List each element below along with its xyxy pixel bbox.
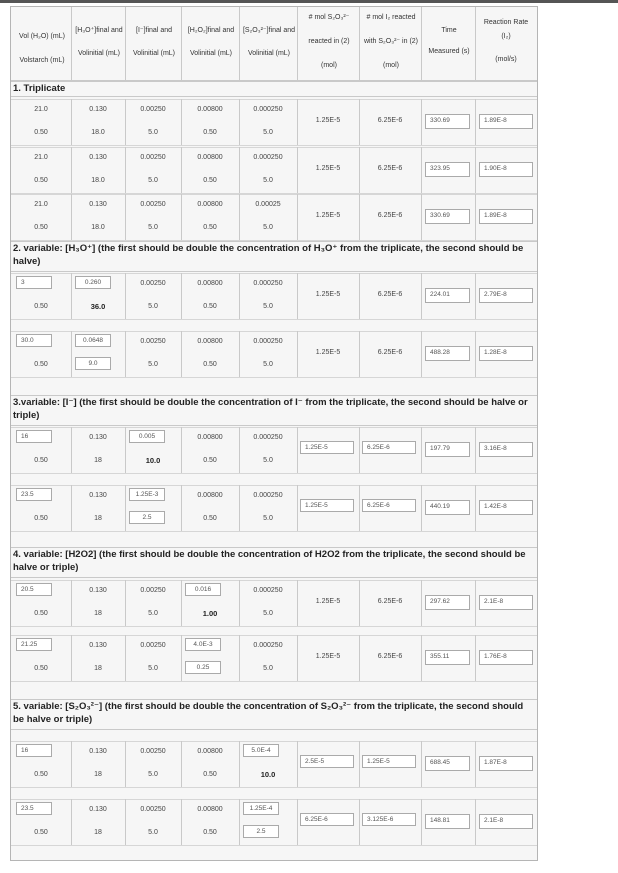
time-measured-input[interactable]: 148.81	[425, 814, 470, 829]
row-column-divider	[297, 485, 298, 531]
cell-c4-bottom: 0.50	[203, 224, 217, 231]
cell-c3-top: 0.00250	[140, 106, 166, 113]
cell-c5-top: 0.000250	[253, 642, 283, 649]
cell-c2-top: 0.130	[89, 434, 107, 441]
cell-c3-bottom-input[interactable]: 2.5	[129, 511, 165, 524]
row-column-divider	[421, 485, 422, 531]
cell-c3-bottom: 5.0	[148, 829, 158, 836]
cell-c4-top: 0.00800	[197, 280, 223, 287]
cell-c3-top: 0.00250	[140, 338, 166, 345]
row-column-divider	[475, 147, 476, 193]
cell-c1-top: 21.0	[34, 201, 48, 208]
section-title-1: 1. Triplicate	[13, 83, 66, 94]
cell-c6: 1.25E-5	[315, 291, 341, 298]
row-column-divider	[475, 99, 476, 145]
row-column-divider	[421, 580, 422, 626]
cell-c3-bottom: 5.0	[148, 303, 158, 310]
cell-c6: 1.25E-5	[315, 349, 341, 356]
header-time-measured: Measured (s)	[428, 48, 470, 55]
cell-c6: 1.25E-5	[315, 117, 341, 124]
cell-c2-top: 0.130	[89, 748, 107, 755]
row-top-divider	[11, 427, 537, 428]
row-bottom-divider	[11, 787, 537, 788]
cell-c3-top: 0.00250	[140, 806, 166, 813]
cell-c4-top: 0.00800	[197, 748, 223, 755]
cell-c7: 6.25E-6	[377, 212, 403, 219]
reaction-rate-input[interactable]: 1.42E-8	[479, 500, 533, 515]
cell-c2-bottom: 18.0	[91, 177, 105, 184]
cell-c6: 1.25E-5	[315, 653, 341, 660]
cell-c3-bottom: 5.0	[148, 177, 158, 184]
section-title-divider	[11, 729, 537, 730]
row-column-divider	[421, 331, 422, 377]
cell-c1-bottom: 0.50	[34, 224, 48, 231]
window-top-bar	[0, 0, 618, 3]
header-thiosulfate-final: [S₂O₃²⁻]final and	[242, 27, 296, 34]
cell-c4-bottom: 0.50	[203, 361, 217, 368]
cell-c6-input[interactable]: 2.5E-5	[300, 755, 354, 768]
data-sheet	[10, 6, 538, 861]
cell-c3-top: 0.00250	[140, 154, 166, 161]
row-column-divider	[421, 99, 422, 145]
cell-c1-top-input[interactable]: 23.5	[16, 802, 52, 815]
cell-c7-input[interactable]: 6.25E-6	[362, 499, 416, 512]
cell-c4-bottom: 0.50	[203, 129, 217, 136]
row-column-divider	[421, 635, 422, 681]
header-iodide-vol: Volinitial (mL)	[132, 50, 175, 57]
cell-c7-input[interactable]: 1.25E-5	[362, 755, 416, 768]
row-bottom-divider	[11, 531, 537, 532]
cell-c3-bottom: 5.0	[148, 665, 158, 672]
header-column-divider	[297, 7, 298, 80]
row-column-divider	[359, 741, 360, 787]
cell-c6: 1.25E-5	[315, 598, 341, 605]
row-bottom-divider	[11, 845, 537, 846]
cell-c1-bottom: 0.50	[34, 457, 48, 464]
cell-c2-bottom: 36.0	[90, 302, 106, 311]
section-title-divider	[11, 577, 537, 578]
cell-c2-top-input[interactable]: 0.0648	[75, 334, 111, 347]
cell-c3-top: 0.00250	[140, 642, 166, 649]
reaction-rate-input[interactable]: 3.16E-8	[479, 442, 533, 457]
header-vol-starch: Volstarch (mL)	[19, 57, 65, 64]
cell-c6-input[interactable]: 1.25E-5	[300, 441, 354, 454]
reaction-rate-input[interactable]: 2.1E-8	[479, 814, 533, 829]
cell-c5-top-input[interactable]: 5.0E-4	[243, 744, 279, 757]
cell-c5-bottom-input[interactable]: 2.5	[243, 825, 279, 838]
cell-c4-bottom: 1.00	[202, 609, 218, 618]
cell-c5-top: 0.000250	[253, 492, 283, 499]
cell-c2-bottom: 18	[94, 515, 102, 522]
cell-c5-top: 0.000250	[253, 587, 283, 594]
row-top-divider	[11, 635, 537, 636]
section-title-3: 3.variable: [I⁻] (the first should be double the concentration of I⁻ from the triplicate, the second should be halve or triple)	[13, 397, 528, 421]
header-column-divider	[71, 7, 72, 80]
row-bottom-divider	[11, 681, 537, 682]
cell-c5-top: 0.000250	[253, 434, 283, 441]
cell-c1-bottom: 0.50	[34, 515, 48, 522]
cell-c3-top: 0.00250	[140, 748, 166, 755]
cell-c3-top-input[interactable]: 1.25E-3	[129, 488, 165, 501]
header-mol-iodine-unit: (mol)	[383, 62, 399, 69]
header-vol-water: Vol (H₂O) (mL)	[19, 33, 65, 40]
cell-c2-top: 0.130	[89, 154, 107, 161]
reaction-rate-input[interactable]: 1.76E-8	[479, 650, 533, 665]
row-column-divider	[239, 741, 240, 787]
cell-c4-top: 0.00800	[197, 154, 223, 161]
reaction-rate-input[interactable]: 2.1E-8	[479, 595, 533, 610]
header-h2o2-final: [H₂O₂]final and	[187, 27, 235, 34]
cell-c4-bottom: 0.50	[203, 771, 217, 778]
cell-c1-bottom: 0.50	[34, 771, 48, 778]
row-column-divider	[475, 273, 476, 319]
cell-c5-bottom: 5.0	[263, 457, 273, 464]
row-top-divider	[11, 485, 537, 486]
cell-c3-bottom: 5.0	[148, 129, 158, 136]
row-column-divider	[475, 194, 476, 240]
row-column-divider	[71, 273, 72, 319]
cell-c2-top: 0.130	[89, 806, 107, 813]
time-measured-input[interactable]: 297.62	[425, 595, 470, 610]
row-bottom-divider	[11, 377, 537, 378]
cell-c3-bottom: 5.0	[148, 771, 158, 778]
cell-c4-top-input[interactable]: 0.016	[185, 583, 221, 596]
cell-c4-top: 0.00800	[197, 492, 223, 499]
cell-c1-bottom: 0.50	[34, 665, 48, 672]
cell-c1-top: 21.0	[34, 154, 48, 161]
row-column-divider	[359, 799, 360, 845]
row-bottom-divider	[11, 319, 537, 320]
header-rate-unit: (mol/s)	[495, 56, 517, 63]
cell-c2-bottom: 18	[94, 771, 102, 778]
time-measured-input[interactable]: 330.69	[425, 114, 470, 129]
row-bottom-divider	[11, 473, 537, 474]
time-measured-input[interactable]: 330.69	[425, 209, 470, 224]
header-thiosulfate-vol: Volinitial (mL)	[247, 50, 290, 57]
cell-c3-top: 0.00250	[140, 280, 166, 287]
header-mol-thiosulfate: # mol S₂O₃²⁻	[308, 14, 350, 21]
section-title-divider	[11, 96, 537, 97]
row-column-divider	[239, 799, 240, 845]
cell-c4-top: 0.00800	[197, 106, 223, 113]
cell-c7: 6.25E-6	[377, 291, 403, 298]
cell-c5-top: 0.00025	[255, 201, 281, 208]
cell-c3-top-input[interactable]: 0.005	[129, 430, 165, 443]
section-title-4: 4. variable: [H2O2] (the first should be double the concentration of H2O2 from the triplicate, the second should be halve or triple)	[13, 549, 526, 573]
cell-c6: 1.25E-5	[315, 212, 341, 219]
row-column-divider	[475, 741, 476, 787]
row-column-divider	[421, 147, 422, 193]
cell-c5-bottom: 5.0	[263, 303, 273, 310]
row-column-divider	[297, 741, 298, 787]
cell-c2-top: 0.130	[89, 587, 107, 594]
row-column-divider	[421, 427, 422, 473]
cell-c4-top: 0.00800	[197, 806, 223, 813]
cell-c3-bottom: 5.0	[148, 361, 158, 368]
reaction-rate-input[interactable]: 2.79E-8	[479, 288, 533, 303]
row-top-divider	[11, 741, 537, 742]
cell-c1-top-input[interactable]: 20.5	[16, 583, 52, 596]
row-column-divider	[475, 331, 476, 377]
cell-c7: 6.25E-6	[377, 349, 403, 356]
cell-c1-top: 21.0	[34, 106, 48, 113]
row-column-divider	[421, 194, 422, 240]
header-mol-iodine-2: with S₂O₃²⁻ in (2)	[364, 38, 418, 45]
row-column-divider	[125, 427, 126, 473]
cell-c4-top-input[interactable]: 4.0E-3	[185, 638, 221, 651]
cell-c2-bottom: 18	[94, 457, 102, 464]
section-title-5: 5. variable: [S₂O₃²⁻] (the first should be double the concentration of S₂O₃²⁻ from the triplicate, the second should be halve or triple)	[13, 701, 524, 725]
reaction-rate-input[interactable]: 1.90E-8	[479, 162, 533, 177]
cell-c4-bottom: 0.50	[203, 177, 217, 184]
row-column-divider	[421, 799, 422, 845]
reaction-rate-input[interactable]: 1.28E-8	[479, 346, 533, 361]
cell-c2-bottom: 18.0	[91, 224, 105, 231]
row-column-divider	[475, 427, 476, 473]
cell-c4-bottom: 0.50	[203, 829, 217, 836]
header-mol-iodine: # mol I₂ reacted	[366, 14, 416, 21]
row-top-divider	[11, 799, 537, 800]
reaction-rate-input[interactable]: 1.89E-8	[479, 114, 533, 129]
cell-c5-top: 0.000250	[253, 154, 283, 161]
time-measured-input[interactable]: 488.28	[425, 346, 470, 361]
cell-c1-top-input[interactable]: 23.5	[16, 488, 52, 501]
header-column-divider	[125, 7, 126, 80]
cell-c2-bottom: 18	[94, 610, 102, 617]
row-top-divider	[11, 194, 537, 195]
cell-c2-top: 0.130	[89, 492, 107, 499]
row-bottom-divider	[11, 145, 537, 146]
cell-c5-bottom: 5.0	[263, 515, 273, 522]
cell-c1-bottom: 0.50	[34, 829, 48, 836]
header-column-divider	[181, 7, 182, 80]
row-column-divider	[421, 273, 422, 319]
cell-c1-bottom: 0.50	[34, 129, 48, 136]
row-column-divider	[475, 635, 476, 681]
cell-c4-top: 0.00800	[197, 338, 223, 345]
row-column-divider	[181, 635, 182, 681]
header-iodide-final: [I⁻]final and	[136, 27, 172, 34]
time-measured-input[interactable]: 224.01	[425, 288, 470, 303]
row-top-divider	[11, 273, 537, 274]
cell-c1-top-input[interactable]: 3	[16, 276, 52, 289]
row-bottom-divider	[11, 626, 537, 627]
row-column-divider	[297, 427, 298, 473]
cell-c5-bottom: 5.0	[263, 129, 273, 136]
cell-c4-top: 0.00800	[197, 434, 223, 441]
cell-c2-bottom: 18	[94, 665, 102, 672]
reaction-rate-input[interactable]: 1.87E-8	[479, 756, 533, 771]
cell-c5-top: 0.000250	[253, 338, 283, 345]
cell-c2-top-input[interactable]: 0.260	[75, 276, 111, 289]
cell-c5-bottom: 10.0	[260, 770, 276, 779]
row-column-divider	[475, 799, 476, 845]
cell-c2-bottom-input[interactable]: 9.0	[75, 357, 111, 370]
row-column-divider	[125, 485, 126, 531]
cell-c6: 1.25E-5	[315, 165, 341, 172]
cell-c5-bottom: 5.0	[263, 361, 273, 368]
cell-c2-bottom: 18	[94, 829, 102, 836]
cell-c4-bottom-input[interactable]: 0.25	[185, 661, 221, 674]
cell-c1-top-input[interactable]: 16	[16, 744, 52, 757]
reaction-rate-input[interactable]: 1.89E-8	[479, 209, 533, 224]
row-column-divider	[421, 741, 422, 787]
header-time: Time	[441, 27, 457, 34]
cell-c7-input[interactable]: 6.25E-6	[362, 441, 416, 454]
cell-c1-bottom: 0.50	[34, 610, 48, 617]
cell-c6-input[interactable]: 6.25E-6	[300, 813, 354, 826]
cell-c5-bottom: 5.0	[263, 177, 273, 184]
cell-c7: 6.25E-6	[377, 653, 403, 660]
section-title-divider	[11, 425, 537, 426]
cell-c5-bottom: 5.0	[263, 665, 273, 672]
section-title-2: 2. variable: [H₃O⁺] (the first should be double the concentration of H₃O⁺ from the triplicate, the second should be halve)	[13, 243, 524, 267]
cell-c7-input[interactable]: 3.125E-6	[362, 813, 416, 826]
cell-c7: 6.25E-6	[377, 117, 403, 124]
cell-c1-top-input[interactable]: 21.25	[16, 638, 52, 651]
cell-c2-top: 0.130	[89, 106, 107, 113]
cell-c5-bottom: 5.0	[263, 224, 273, 231]
cell-c5-bottom: 5.0	[263, 610, 273, 617]
cell-c1-top-input[interactable]: 16	[16, 430, 52, 443]
cell-c6-input[interactable]: 1.25E-5	[300, 499, 354, 512]
row-column-divider	[297, 799, 298, 845]
cell-c3-top: 0.00250	[140, 201, 166, 208]
header-rate-i2: (I₂)	[501, 33, 511, 40]
time-measured-input[interactable]: 688.45	[425, 756, 470, 771]
row-column-divider	[359, 427, 360, 473]
cell-c4-top: 0.00800	[197, 201, 223, 208]
cell-c3-bottom: 5.0	[148, 610, 158, 617]
row-column-divider	[359, 485, 360, 531]
cell-c5-top: 0.000250	[253, 106, 283, 113]
cell-c7: 6.25E-6	[377, 165, 403, 172]
header-h3o-final: [H₃O⁺]final and	[75, 27, 123, 34]
row-top-divider	[11, 580, 537, 581]
row-top-divider	[11, 147, 537, 148]
row-column-divider	[71, 331, 72, 377]
time-measured-input[interactable]: 355.11	[425, 650, 470, 665]
header-column-divider	[475, 7, 476, 80]
cell-c7: 6.25E-6	[377, 598, 403, 605]
cell-c4-bottom: 0.50	[203, 303, 217, 310]
header-h3o-vol: Volinitial (mL)	[77, 50, 120, 57]
row-column-divider	[181, 580, 182, 626]
cell-c5-top-input[interactable]: 1.25E-4	[243, 802, 279, 815]
cell-c2-top: 0.130	[89, 642, 107, 649]
header-mol-thiosulfate-2: reacted in (2)	[308, 38, 350, 45]
cell-c4-bottom: 0.50	[203, 515, 217, 522]
cell-c1-bottom: 0.50	[34, 303, 48, 310]
cell-c1-bottom: 0.50	[34, 361, 48, 368]
cell-c4-bottom: 0.50	[203, 457, 217, 464]
header-mol-thiosulfate-unit: (mol)	[321, 62, 337, 69]
cell-c3-top: 0.00250	[140, 587, 166, 594]
header-column-divider	[239, 7, 240, 80]
section-title-divider	[11, 271, 537, 272]
row-top-divider	[11, 99, 537, 100]
cell-c1-bottom: 0.50	[34, 177, 48, 184]
header-column-divider	[421, 7, 422, 80]
header-h2o2-vol: Volinitial (mL)	[189, 50, 232, 57]
cell-c3-bottom: 10.0	[145, 456, 161, 465]
cell-c5-top: 0.000250	[253, 280, 283, 287]
time-measured-input[interactable]: 197.79	[425, 442, 470, 457]
header-rate: Reaction Rate	[483, 19, 529, 26]
cell-c3-bottom: 5.0	[148, 224, 158, 231]
row-column-divider	[475, 580, 476, 626]
cell-c2-bottom: 18.0	[91, 129, 105, 136]
row-column-divider	[475, 485, 476, 531]
row-top-divider	[11, 331, 537, 332]
header-column-divider	[359, 7, 360, 80]
cell-c2-top: 0.130	[89, 201, 107, 208]
time-measured-input[interactable]: 323.95	[425, 162, 470, 177]
cell-c1-top-input[interactable]: 30.0	[16, 334, 52, 347]
time-measured-input[interactable]: 440.19	[425, 500, 470, 515]
